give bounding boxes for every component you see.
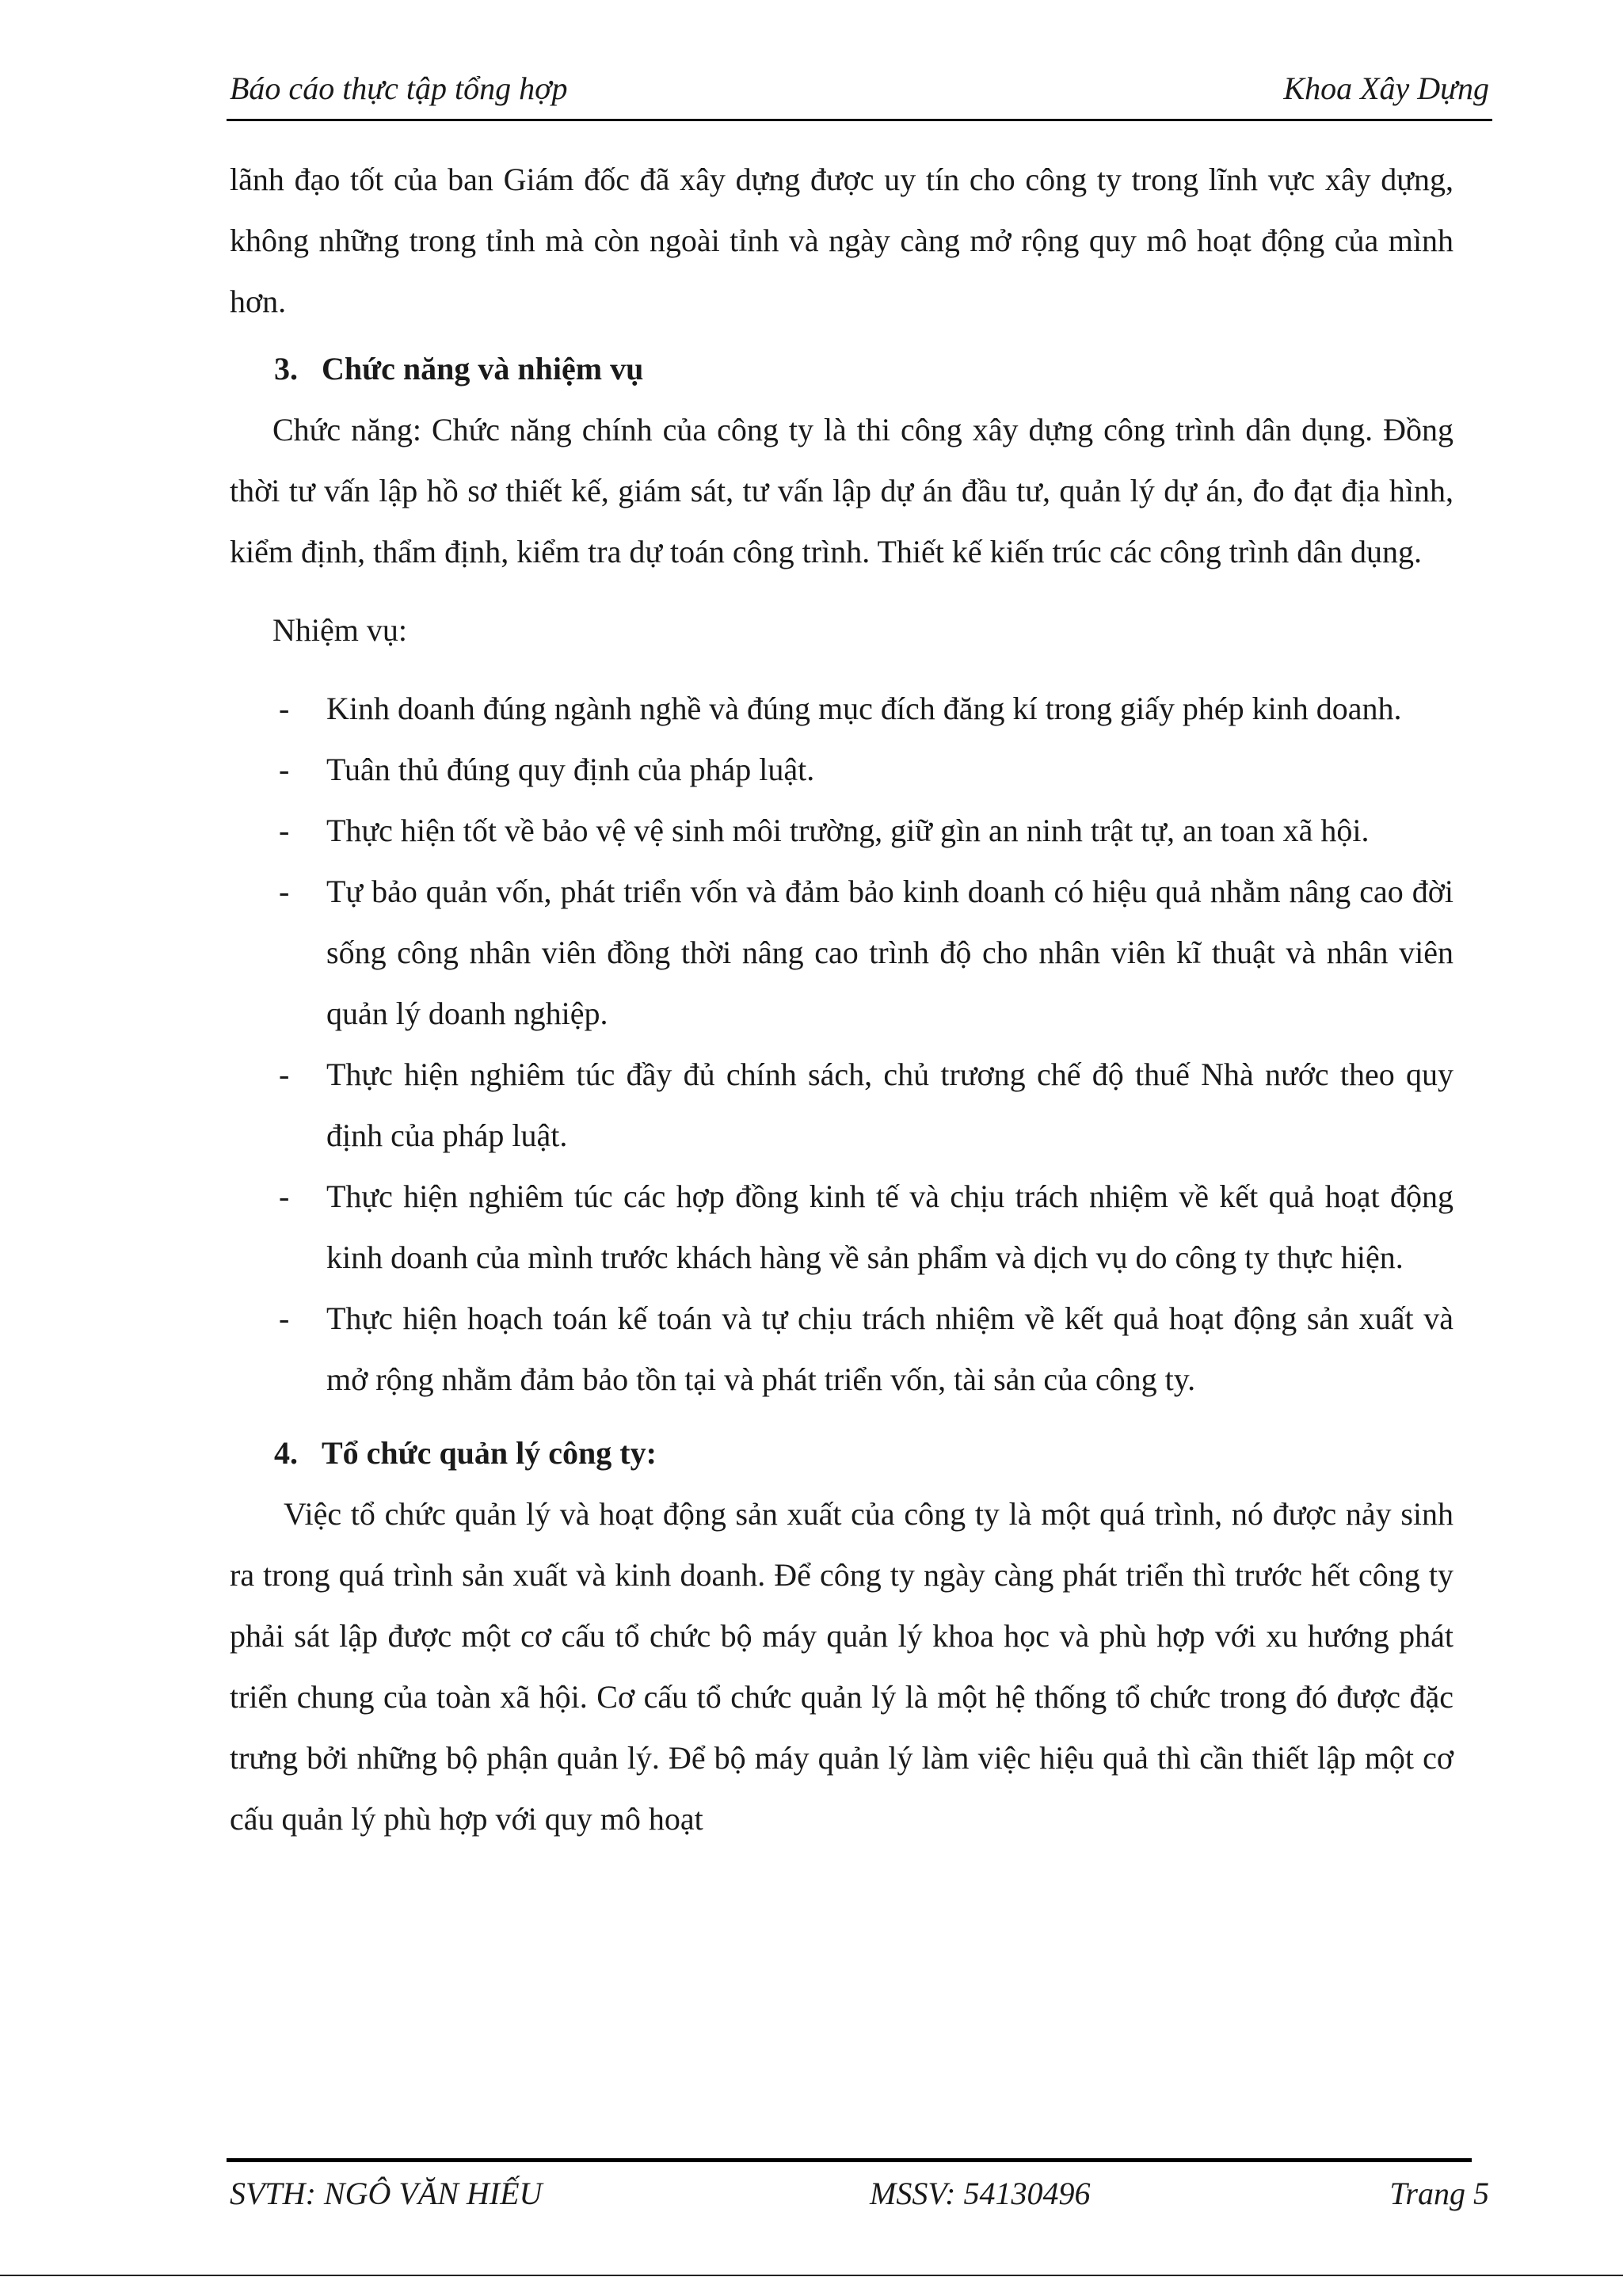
list-item: - Thực hiện nghiêm túc các hợp đồng kinh tế và chịu trách nhiệm về kết quả hoạt động kinh doanh của mình trước khách hàng về sản phẩm và dịch vụ do công ty thực hiện. bbox=[230, 1166, 1453, 1288]
page-footer bbox=[230, 2170, 1489, 2218]
list-dash: - bbox=[279, 1178, 290, 1214]
list-item: - Thực hiện tốt về bảo vệ vệ sinh môi trường, giữ gìn an ninh trật tự, an toan xã hội. bbox=[230, 800, 1453, 861]
page-header bbox=[230, 65, 1489, 112]
section-4-number: 4. bbox=[274, 1435, 298, 1471]
section-3-title: Chức năng và nhiệm vụ bbox=[322, 351, 644, 386]
page-bottom-edge bbox=[0, 2275, 1623, 2276]
section-3-heading bbox=[274, 338, 1453, 399]
list-item: - Thực hiện hoạch toán kế toán và tự chịu trách nhiệm về kết quả hoạt động sản xuất và mở rộng nhằm đảm bảo tồn tại và phát triển vốn, tài sản của công ty. bbox=[230, 1288, 1453, 1410]
footer-student: SVTH: NGÔ VĂN HIẾU bbox=[230, 2176, 543, 2211]
footer-divider bbox=[227, 2158, 1472, 2162]
footer-page-number: Trang 5 bbox=[1389, 2176, 1489, 2211]
page-content bbox=[230, 149, 1453, 1849]
header-title: Báo cáo thực tập tổng hợp bbox=[230, 70, 568, 106]
functions-paragraph: Chức năng: Chức năng chính của công ty là thi công xây dựng công trình dân dụng. Đồng thời tư vấn lập hồ sơ thiết kế, giám sát, tư vấn lập dự án đầu tư, quản lý dự án, đo đạt địa hình, kiểm định, thẩm định, kiểm tra dự toán công trình. Thiết kế kiến trúc các công trình dân dụng. bbox=[230, 412, 1453, 569]
list-dash: - bbox=[279, 691, 290, 726]
list-item: - Tự bảo quản vốn, phát triển vốn và đảm bảo kinh doanh có hiệu quả nhằm nâng cao đời sống công nhân viên đồng thời nâng cao trình độ cho nhân viên kĩ thuật và nhân viên quản lý doanh nghiệp. bbox=[230, 861, 1453, 1044]
list-dash: - bbox=[279, 1057, 290, 1092]
list-item: - Tuân thủ đúng quy định của pháp luật. bbox=[230, 739, 1453, 800]
list-item: - Kinh doanh đúng ngành nghề và đúng mục đích đăng kí trong giấy phép kinh doanh. bbox=[230, 678, 1453, 739]
list-dash: - bbox=[279, 1300, 290, 1336]
list-dash: - bbox=[279, 813, 290, 848]
header-department: Khoa Xây Dựng bbox=[1283, 70, 1489, 106]
section-3-number: 3. bbox=[274, 351, 298, 386]
duties-label: Nhiệm vụ: bbox=[272, 612, 407, 648]
header-divider bbox=[227, 119, 1492, 121]
footer-student-id: MSSV: 54130496 bbox=[870, 2176, 1091, 2211]
section-4-heading bbox=[274, 1422, 1453, 1483]
section-4-title: Tổ chức quản lý công ty: bbox=[322, 1435, 657, 1471]
list-item: - Thực hiện nghiêm túc đầy đủ chính sách, chủ trương chế độ thuế Nhà nước theo quy định của pháp luật. bbox=[230, 1044, 1453, 1166]
section-4-paragraph: Việc tổ chức quản lý và hoạt động sản xuất của công ty là một quá trình, nó được nảy sinh ra trong quá trình sản xuất và kinh doanh. Để công ty ngày càng phát triển thì trước hết công ty phải sát lập được một cơ cấu tổ chức bộ máy quản lý khoa học và phù hợp với xu hướng phát triển chung của toàn xã hội. Cơ cấu tổ chức quản lý là một hệ thống tổ chức trong đó được đặc trưng bởi những bộ phận quản lý. Để bộ máy quản lý làm việc hiệu quả thì cần thiết lập một cơ cấu quản lý phù hợp với quy mô hoạt bbox=[230, 1496, 1453, 1837]
intro-paragraph: lãnh đạo tốt của ban Giám đốc đã xây dựng được uy tín cho công ty trong lĩnh vực xây dựng, không những trong tỉnh mà còn ngoài tỉnh và ngày càng mở rộng quy mô hoạt động của mình hơn. bbox=[230, 162, 1453, 319]
list-dash: - bbox=[279, 874, 290, 909]
duties-list bbox=[230, 678, 1453, 1410]
list-dash: - bbox=[279, 752, 290, 787]
